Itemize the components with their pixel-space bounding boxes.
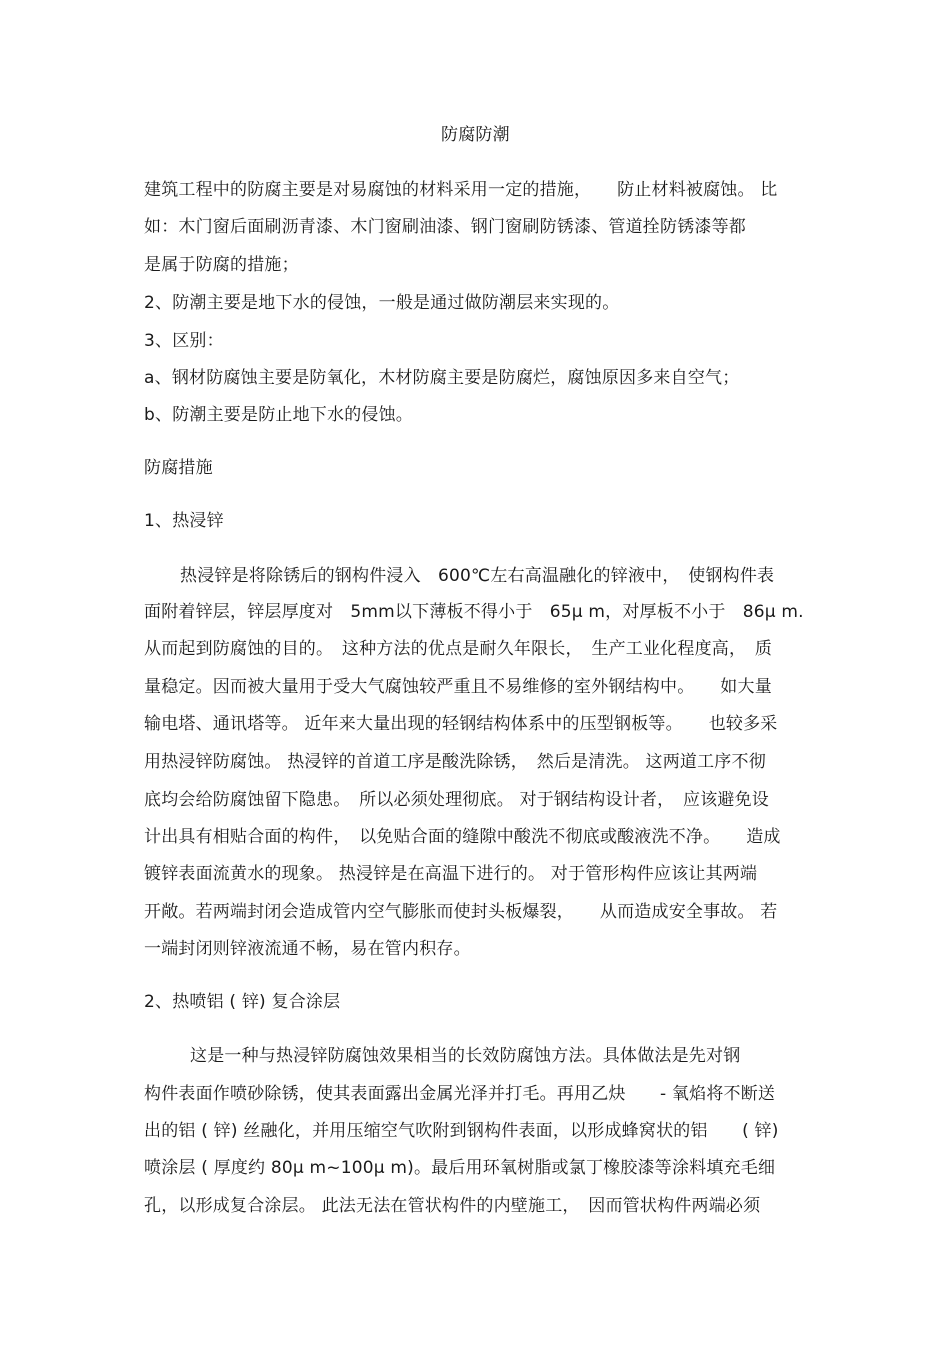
section1-line-1: 热浸锌是将除锈后的钢构件浸入 600℃左右高温融化的锌液中， 使钢构件表	[180, 566, 775, 586]
measures-heading: 防腐措施	[144, 458, 213, 478]
section1-line-6: 用热浸锌防腐蚀。 热浸锌的首道工序是酸洗除锈， 然后是清洗。 这两道工序不彻	[144, 752, 766, 772]
section1-line-3: 从而起到防腐蚀的目的。 这种方法的优点是耐久年限长， 生产工业化程度高， 质	[144, 639, 773, 659]
section1-line-4: 量稳定。因而被大量用于受大气腐蚀较严重且不易维修的室外钢结构中。 如大量	[144, 677, 772, 697]
intro-line-3: 是属于防腐的措施；	[144, 255, 299, 275]
point-b: b、防潮主要是防止地下水的侵蚀。	[144, 405, 413, 425]
section2-heading: 2、热喷铝 ( 锌) 复合涂层	[144, 992, 341, 1012]
intro-line-2: 如：木门窗后面刷沥青漆、木门窗刷油漆、钢门窗刷防锈漆、管道拴防锈漆等都	[144, 217, 746, 237]
point-a: a、钢材防腐蚀主要是防氧化，木材防腐主要是防腐烂，腐蚀原因多来自空气；	[144, 368, 740, 388]
section1-line-10: 开敞。若两端封闭会造成管内空气膨胀而使封头板爆裂， 从而造成安全事故。 若	[144, 902, 778, 922]
section1-line-8: 计出具有相贴合面的构件， 以免贴合面的缝隙中酸洗不彻底或酸液洗不净。 造成	[144, 827, 781, 847]
section1-line-9: 镀锌表面流黄水的现象。 热浸锌是在高温下进行的。 对于管形构件应该让其两端	[144, 864, 758, 884]
section1-line-7: 底均会给防腐蚀留下隐患。 所以必须处理彻底。 对于钢结构设计者， 应该避免设	[144, 790, 770, 810]
intro-line-1: 建筑工程中的防腐主要是对易腐蚀的材料采用一定的措施， 防止材料被腐蚀。 比	[144, 180, 778, 200]
section1-line-2: 面附着锌层，锌层厚度对 5mm以下薄板不得小于 65μ m，对厚板不小于 86μ m.	[144, 602, 804, 622]
section2-line-4: 喷涂层 ( 厚度约 80μ m~100μ m)。最后用环氧树脂或氯丁橡胶漆等涂料填充毛细	[144, 1158, 776, 1178]
section2-line-3: 出的铝 ( 锌) 丝融化，并用压缩空气吹附到钢构件表面，以形成蜂窝状的铝 ( 锌)	[144, 1121, 779, 1141]
section1-line-11: 一端封闭则锌液流通不畅，易在管内积存。	[144, 939, 471, 959]
section2-line-1: 这是一种与热浸锌防腐蚀效果相当的长效防腐蚀方法。具体做法是先对钢	[190, 1046, 741, 1066]
section2-line-5: 孔，以形成复合涂层。 此法无法在管状构件的内壁施工， 因而管状构件两端必须	[144, 1196, 761, 1216]
point-2: 2、防潮主要是地下水的侵蚀，一般是通过做防潮层来实现的。	[144, 293, 620, 313]
point-3: 3、区别：	[144, 331, 224, 351]
page-title: 防腐防潮	[441, 125, 510, 145]
section2-line-2: 构件表面作喷砂除锈，使其表面露出金属光泽并打毛。再用乙炔 - 氧焰将不断送	[144, 1084, 776, 1104]
section1-heading: 1、热浸锌	[144, 511, 224, 531]
section1-line-5: 输电塔、通讯塔等。 近年来大量出现的轻钢结构体系中的压型钢板等。 也较多采	[144, 714, 778, 734]
